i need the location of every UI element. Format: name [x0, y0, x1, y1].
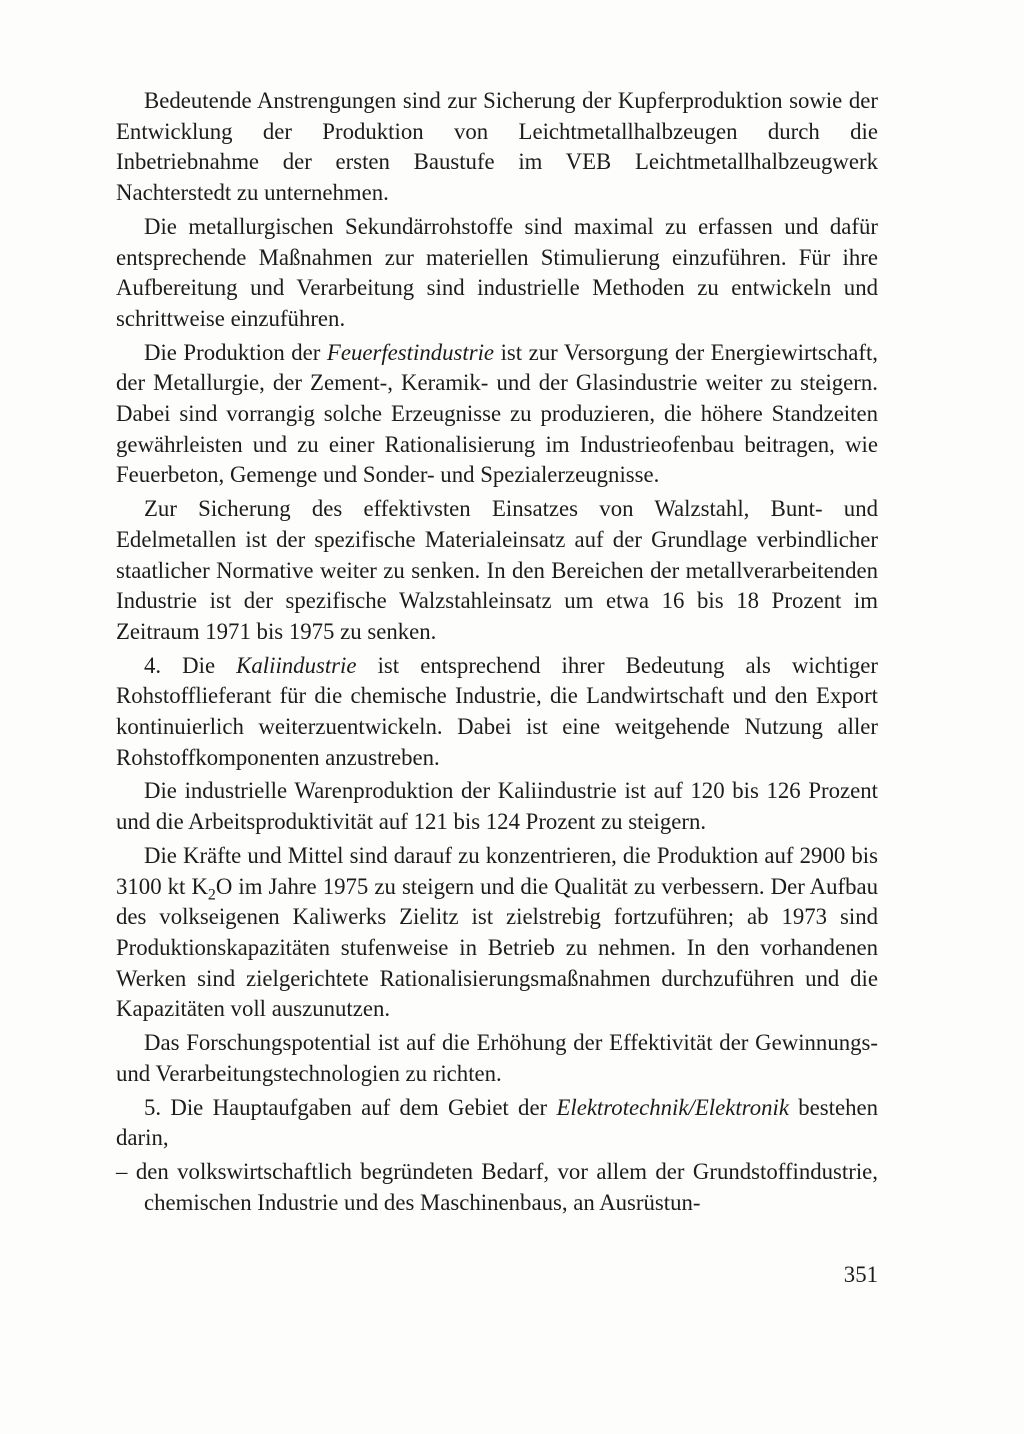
paragraph-research-potential: Das Forschungspotential ist auf die Erhöhung der Effektivität der Gewinnungs- und Verarbeitungstechnologien zu richten. [116, 1030, 878, 1086]
page-number: 351 [843, 1262, 878, 1287]
subscript-2: 2 [207, 886, 216, 904]
paragraph-production-target: Die Kräfte und Mittel sind darauf zu konzentrieren, die Produktion auf 2900 bis 3100 kt $K_2O$ im Jahre 1975 zu steigern und die Qualität zu verbessern. Der Aufbau des volkseigenen Kaliwerks Zielitz ist zielstrebig fortzuführen; ab 1973 sind Produktionskapazitäten stufenweise in Betrieb zu nehmen. In den vorhandenen Werken sind zielgerichtete Rationalisierungsmaßnahmen durchzuführen und die Kapazitäten voll auszunutzen. [116, 842, 878, 1022]
paragraph-copper-production: Bedeutende Anstrengungen sind zur Sicherung der Kupferproduktion sowie der Entwicklung der Produktion von Leichtmetallhalbzeugen durch die Inbetriebnahme der ersten Baustufe im VEB Leichtmetallhalbzeugwerk Nachterstedt zu unternehmen. [116, 88, 878, 206]
paragraph-potash-industry: 4. Die Kaliindustrie ist entsprechend ihrer Bedeutung als wichtiger Rohstofflieferant für die chemische Industrie, die Landwirtschaft und den Export kontinuierlich weiterzuentwickeln. Dabei ist eine weitgehende Nutzung aller Rohstoffkomponenten anzustreben. [116, 652, 878, 770]
paragraph-rolled-steel: Zur Sicherung des effektivsten Einsatzes von Walzstahl, Bunt- und Edelmetallen ist der spezifische Materialeinsatz auf der Grundlage verbindlicher staatlicher Normative weiter zu senken. In den Bereichen der metallverarbeitenden Industrie ist der spezifische Walzstahleinsatz um etwa 16 bis 18 Prozent im Zeitraum 1971 bis 1975 zu senken. [116, 496, 878, 644]
paragraph-potash-output: Die industrielle Warenproduktion der Kaliindustrie ist auf 120 bis 126 Prozent und die Arbeitsproduktivität auf 121 bis 124 Prozent zu steigern. [116, 778, 878, 835]
emphasis-kaliindustrie: Kaliindustrie [236, 652, 357, 678]
emphasis-feuerfestindustrie: Feuerfestindustrie [326, 339, 495, 365]
list-item-demand: – den volkswirtschaftlich begründeten Bedarf, vor allem der Grundstoffindustrie, chemischen Industrie und des Maschinenbaus, an Ausrüstun- [116, 1158, 878, 1215]
body-text [116, 86, 878, 1221]
emphasis-elektrotechnik: Elektrotechnik/Elektronik [556, 1094, 789, 1120]
paragraph-secondary-raw-materials: Die metallurgischen Sekundärrohstoffe sind maximal zu erfassen und dafür entsprechende Maßnahmen zur materiellen Stimulierung einzuführen. Für ihre Aufbereitung und Verarbeitung sind industrielle Methoden zu entwickeln und schrittweise einzuführen. [116, 213, 878, 331]
paragraph-electrotechnics: 5. Die Hauptaufgaben auf dem Gebiet der Elektrotechnik/Elektronik bestehen darin, [116, 1094, 878, 1151]
paragraph-refractory-industry: Die Produktion der Feuerfestindustrie ist zur Versorgung der Energiewirtschaft, der Metallurgie, der Zement-, Keramik- und der Glasindustrie weiter zu steigern. Dabei sind vorrangig solche Erzeugnisse zu produzieren, die höhere Standzeiten gewährleisten und zu einer Rationalisierung im Industrieofenbau beitragen, wie Feuerbeton, Gemenge und Sonder- und Spezialerzeugnisse. [116, 339, 878, 488]
